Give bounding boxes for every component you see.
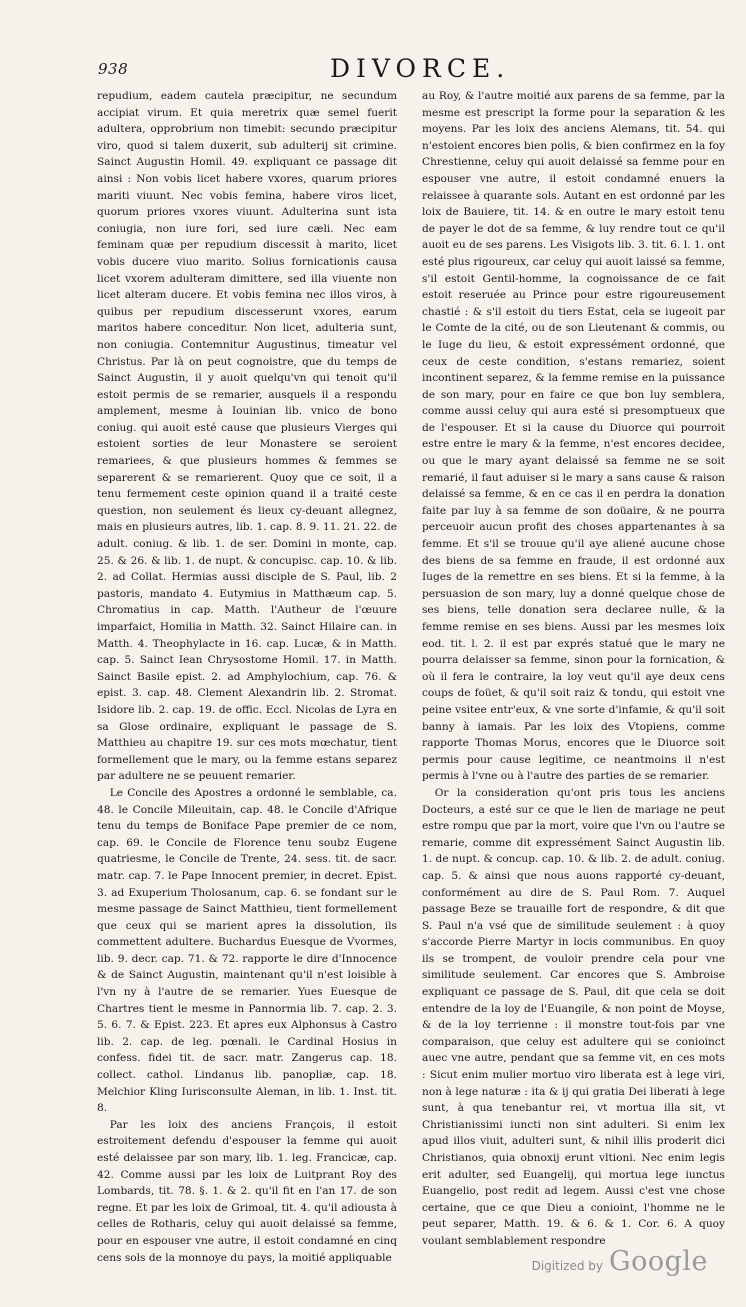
paragraph: Or la consideration qu'ont pris tous les anciens Docteurs, a esté sur ce que le lien de mariage ne peut estre rompu que par la mort, voire que l'vn ou l'autre se remarie, comme dit expressément Sainct Augustin lib. 1. de nupt. & concup. cap. 10. & lib. 2. de adult. coniug. cap. 5. & ainsi que nous auons rapporté cy-deuant, conformément au dire de S. Paul Rom. 7. Auquel passage Beze se trauaille fort de respondre, & dit que S. Paul n'a vsé que de similitude seulement : à quoy s'accorde Pierre Martyr in locis communibus. En quoy ils se trompent, de vouloir prendre cela pour vne similitude seulement. Car encores que S. Ambroise expliquant ce passage de S. Paul, dit que cela se doit entendre de la loy de l'Euangile, & non point de Moyse, & de la loy terrienne : il monstre tout-fois par vne comparaison, que celuy est adultere qui se conioinct auec vne autre, pendant que sa femme vit, en ces mots : Sicut enim mulier mortuo viro liberata est à lege viri, non à lege naturæ : ita & ij qui gratia Dei liberati à lege sunt, à qua tenebantur rei, vt mortua illa sit, vt Christianissimi iuncti non sint adulteri. Si enim lex apud illos viuit, adulteri sunt, & nihil illis proderit dici Christianos, quia obnoxij erunt vltioni. Nec enim legis erit adulter, sed Euangelij, qui mortua lege iunctus Euangelio, post redit ad legem. Aussi c'est vne chose certaine, que ce que Dieu a conioint, l'homme ne le peut separer, Matth. 19. & 6. & 1. Cor. 6. A quoy voulant semblablement respondre bbox=[422, 786, 725, 1247]
digitized-watermark bbox=[532, 1246, 708, 1277]
page-number: 938 bbox=[98, 60, 129, 78]
paragraph: repudium, eadem cautela præcipitur, ne secundum accipiat virum. Et quia meretrix quæ semel fuerit adultera, opprobrium non timebit: secundo præcipitur viro, quod si talem duxerit, sub adulterij sit crimine. Sainct Augustin Homil. 49. expliquant ce passage dit ainsi : Non vobis licet habere vxores, quarum priores mariti viuunt. Nec vobis femina, habere viros licet, quorum priores vxores viuunt. Adulterina sunt ista coniugia, non iure fori, sed iure cæli. Nec eam feminam quæ per repudium discessit à marito, licet vobis ducere viuo marito. Solius fornicationis causa licet vxorem adulteram dimittere, sed illa viuente non licet alteram ducere. Et vobis femina nec illos viros, à quibus per repudium discesserunt vxores, earum maritos habere conceditur. Non licet, adulteria sunt, non coniugia. Contemnitur Augustinus, timeatur vel Christus. Par là on peut cognoistre, que du temps de Sainct Augustin, il y auoit quelqu'vn qui tenoit qu'il estoit permis de se remarier, ausquels il a respondu amplement, mesme à Iouinian lib. vnico de bono coniug. qui auoit esté cause que plusieurs Vierges qui estoient sorties de leur Monastere se seroient remariees, & que plusieurs hommes & femmes se separerent & se remarierent. Quoy que ce soit, il a tenu fermement ceste opinion quand il a traité ceste question, non seulement és lieux cy-deuant allegnez, mais en plusieurs autres, lib. 1. cap. 8. 9. 11. 21. 22. de adult. coniug. & lib. 1. de ser. Domini in monte, cap. 25. & 26. & lib. 1. de nupt. & concupisc. cap. 10. & lib. 2. ad Collat. Hermias aussi disciple de S. Paul, lib. 2 pastoris, mandato 4. Eutymius in Matthæum cap. 5. Chromatius in cap. Matth. l'Autheur de l'œuure imparfaict, Homilia in Matth. 32. Sainct Hilaire can. in Matth. 4. Theophylacte in 16. cap. Lucæ, & in Matth. cap. 5. Sainct Iean Chrysostome Homil. 17. in Matth. Sainct Basile epist. 2. ad Amphylochium, cap. 76. & epist. 3. cap. 48. Clement Alexandrin lib. 2. Stromat. Isidore lib. 2. cap. 19. de offic. Eccl. Nicolas de Lyra en sa Glose ordinaire, expliquant le passage de S. Matthieu au chapitre 19. sur ces mots mœchatur, tient formellement que le mary, ou la femme estans separez par adultere ne se peuuent remarier. bbox=[97, 90, 397, 783]
google-logo: Google bbox=[609, 1246, 708, 1277]
paragraph: Par les loix des anciens François, il estoit estroitement defendu d'espouser la femme qui auoit esté delaissee par son mary, lib. 1. leg. Francicæ, cap. 42. Comme aussi par les loix de Luitprant Roy des Lombards, tit. 78. §. 1. & 2. qu'il fit en l'an 17. de son regne. Et par les loix de Grimoal, tit. 4. qu'il adiousta à celles de Rotharis, celuy qui auoit delaissé sa femme, pour en espouser vne autre, il estoit condamné en cinq cens sols de la monnoye du pays, la moitié appliquable bbox=[97, 1118, 397, 1264]
paragraph: au Roy, & l'autre moitié aux parens de sa femme, par la mesme est prescript la forme pour la separation & les moyens. Par les loix des anciens Alemans, tit. 54. qui n'estoient encores bien polis, & bien confirmez en la foy Chrestienne, celuy qui auoit delaissé sa femme pour en espouser vne autre, il estoit condamné enuers la relaissee à quarante sols. Autant en est ordonné par les loix de Bauiere, tit. 14. & en outre le mary estoit tenu de payer le dot de sa femme, & luy rendre tout ce qu'il auoit eu de ses parens. Les Visigots lib. 3. tit. 6. l. 1. ont esté plus rigoureux, car celuy qui auoit laissé sa femme, s'il estoit Gentil-homme, la cognoissance de ce fait estoit reseruée au Prince pour estre rigoureusement chastié : & s'il estoit du tiers Estat, cela se iugeoit par le Comte de la cité, ou de son Lieutenant & commis, ou le Iuge du lieu, & estoit expressément ordonné, que ceux de ceste condition, s'estans remariez, soient incontinent separez, & la femme remise en la puissance de son mary, pour en faire ce que bon luy semblera, comme aussi celuy qui aura esté si presomptueux que de l'espouser. Et si la cause du Diuorce qui pourroit estre entre le mary & la femme, n'est encores decidee, ou que le mary ayant delaissé sa femme ne se soit remarié, il faut aduiser si le mary a sans cause & raison delaissé sa femme, & en ce cas il en perdra la donation faite par luy à sa femme de son doüaire, & ne pourra perceuoir aucun profit des choses appartenantes à sa femme. Et s'il se trouue qu'il aye aliené aucune chose des biens de sa femme en fraude, il est ordonné aux Iuges de la remettre en ses biens. Et si la femme, à la persuasion de son mary, luy a donné quelque chose de ses biens, telle donation sera declaree nulle, & la femme remise en ses biens. Aussi par les mesmes loix eod. tit. l. 2. il est par exprés statué que le mary ne pourra delaisser sa femme, sinon pour la fornication, & où il fera le contraire, la loy veut qu'il aye deux cens coups de foüet, & qu'il soit raiz & tondu, qui estoit vne peine vsitee entr'eux, & vne sorte d'infamie, & qu'il soit banny à iamais. Par les loix des Vtopiens, comme rapporte Thomas Morus, encores que le Diuorce soit permis pour cause legitime, ce neantmoins il n'est permis à l'vne ou à l'autre des parties de se remarier. bbox=[422, 90, 725, 783]
paragraph: Le Concile des Apostres a ordonné le semblable, ca. 48. le Concile Mileuitain, cap. 48. le Concile d'Afrique tenu du temps de Boniface Pape premier de ce nom, cap. 69. le Concile de Florence tenu soubz Eugene quatriesme, le Concile de Trente, 24. sess. tit. de sacr. matr. cap. 7. le Pape Innocent premier, in decret. Epist. 3. ad Exuperium Tholosanum, cap. 6. se fondant sur le mesme passage de Sainct Matthieu, tient formellement que ceux qui se marient apres la dissolution, ils commettent adultere. Buchardus Euesque de Vvormes, lib. 9. decr. cap. 71. & 72. rapporte le dire d'Innocence & de Sainct Augustin, maintenant qu'il n'est loisible à l'vn ny à l'autre de se remarier. Yues Euesque de Chartres tient le mesme in Pannormia lib. 7. cap. 2. 3. 5. 6. 7. & Epist. 223. Et apres eux Alphonsus à Castro lib. 2. cap. de leg. pœnali. le Cardinal Hosius in confess. fidei tit. de sacr. matr. Zangerus cap. 18. collect. cathol. Lindanus lib. panopliæ, cap. 18. Melchior Kling Iurisconsulte Aleman, in lib. 1. Inst. tit. 8. bbox=[97, 786, 397, 1115]
right-column bbox=[422, 88, 725, 1250]
watermark-prefix: Digitized by bbox=[531, 1259, 604, 1273]
left-column bbox=[97, 88, 397, 1266]
running-title: DIVORCE. bbox=[330, 54, 511, 83]
